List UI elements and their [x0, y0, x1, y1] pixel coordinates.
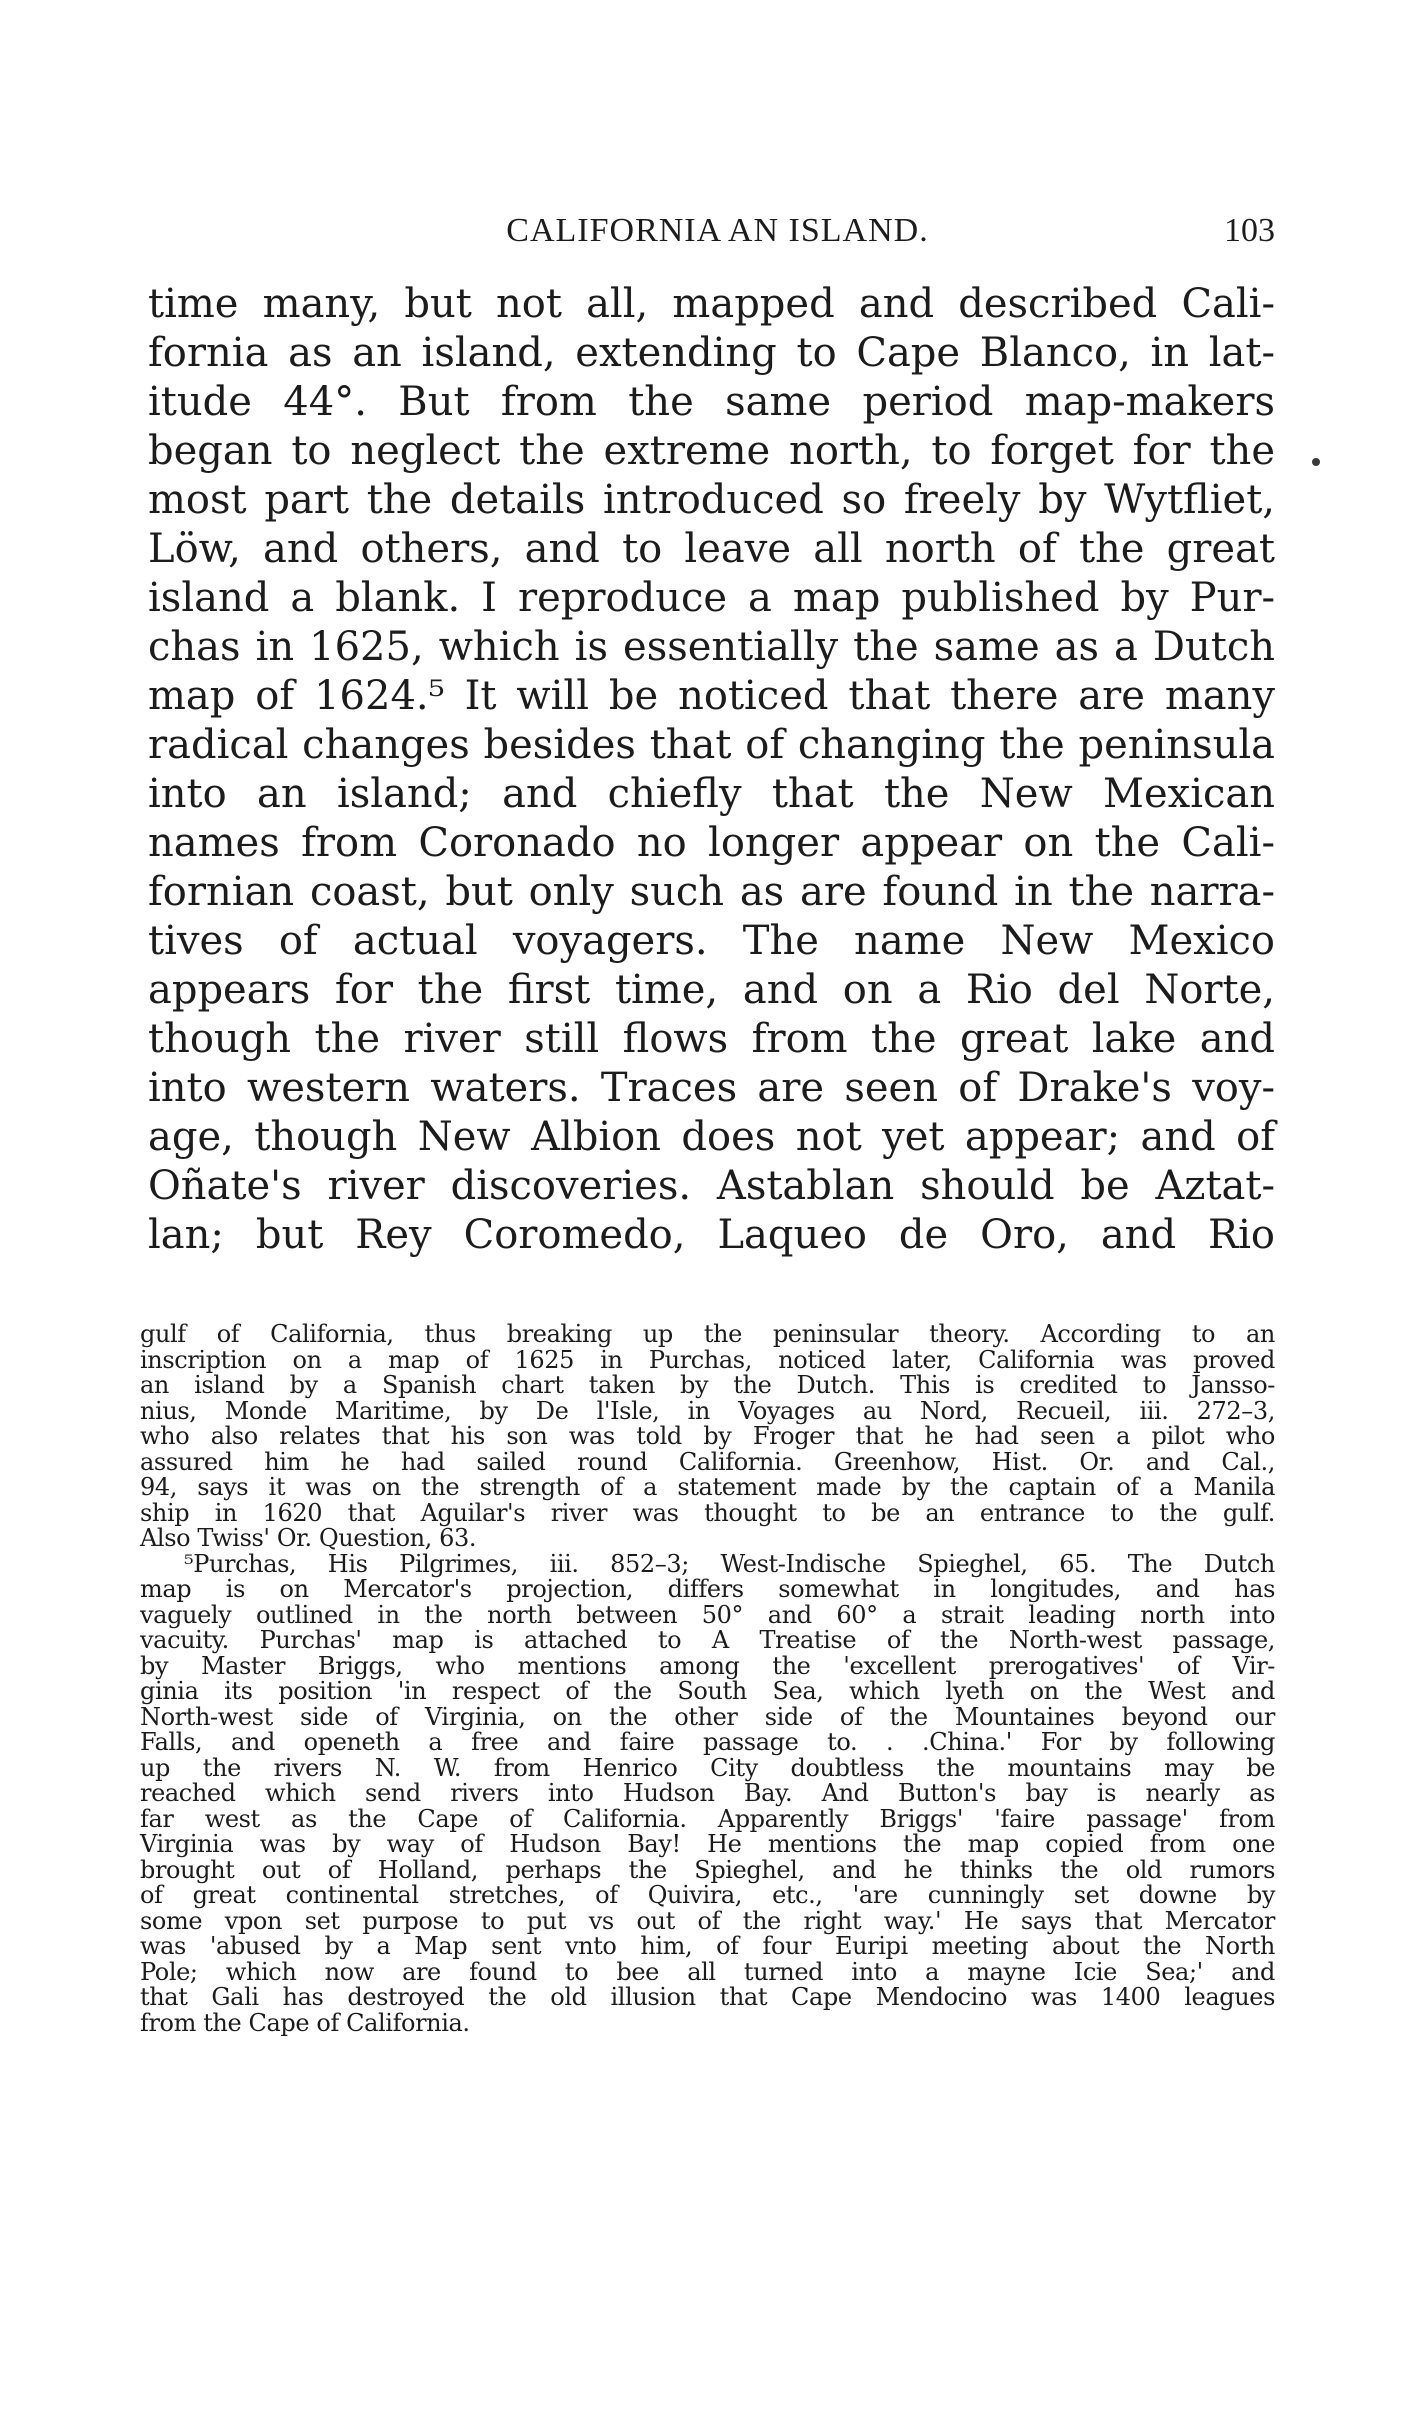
- footnote-line: some vpon set purpose to put vs out of the right way.' He says that Mercator: [140, 1906, 1275, 1935]
- footnotes: [140, 1322, 1275, 2036]
- footnote-line: who also relates that his son was told by Froger that he had seen a pilot who: [140, 1422, 1275, 1450]
- text-line: names from Coronado no longer appear on the Cali-: [148, 820, 1275, 866]
- text-line: fornia as an island, extending to Cape Blanco, in lat-: [148, 330, 1275, 376]
- text-line: Oñate's river discoveries. Astablan should be Aztat-: [148, 1163, 1275, 1209]
- main-text: [148, 280, 1275, 1260]
- text-line: though the river still flows from the great lake and: [148, 1016, 1275, 1062]
- footnote-line: ship in 1620 that Aguilar's river was thought to be an entrance to the gulf.: [140, 1498, 1275, 1527]
- text-line: chas in 1625, which is essentially the same as a Dutch: [148, 624, 1275, 670]
- footnote-line: far west as the Cape of California. Apparently Briggs' 'faire passage' from: [140, 1804, 1275, 1833]
- footnote-line: assured him he had sailed round California. Greenhow, Hist. Or. and Cal.,: [140, 1447, 1275, 1476]
- text-line: age, though New Albion does not yet appear; and of: [148, 1114, 1275, 1160]
- footnote-line: that Gali has destroyed the old illusion that Cape Mendocino was 1400 leagues: [140, 1983, 1275, 2011]
- text-line: island a blank. I reproduce a map published by Pur-: [148, 575, 1275, 621]
- footnote-line: vacuity. Purchas' map is attached to A Treatise of the North-west passage,: [140, 1626, 1275, 1654]
- footnote-line: inscription on a map of 1625 in Purchas, noticed later, California was proved: [140, 1345, 1275, 1374]
- footnote-line: map is on Mercator's projection, differs somewhat in longitudes, and has: [140, 1575, 1275, 1603]
- text-line: radical changes besides that of changing the peninsula: [148, 722, 1275, 768]
- text-line: into western waters. Traces are seen of Drake's voy-: [148, 1065, 1275, 1111]
- footnote-line: was 'abused by a Map sent vnto him, of four Euripi meeting about the North: [140, 1932, 1275, 1960]
- footnote-line: from the Cape of California.: [140, 2008, 470, 2037]
- text-line: time many, but not all, mapped and described Cali-: [148, 281, 1275, 327]
- footnote-line: Falls, and openeth a free and faire passage to. . .China.' For by following: [140, 1728, 1275, 1756]
- footnote-line: Pole; which now are found to bee all turned into a mayne Icie Sea;' and: [140, 1957, 1275, 1986]
- footnote-line: an island by a Spanish chart taken by the Dutch. This is credited to Jansso-: [140, 1371, 1275, 1399]
- footnote-line: brought out of Holland, perhaps the Spieghel, and he thinks the old rumors: [140, 1855, 1275, 1884]
- text-line: appears for the first time, and on a Rio del Norte,: [148, 967, 1275, 1013]
- footnote-line: gulf of California, thus breaking up the peninsular theory. According to an: [140, 1320, 1275, 1348]
- footnote-line: North-west side of Virginia, on the other side of the Mountaines beyond our: [140, 1702, 1275, 1731]
- footnote-line: vaguely outlined in the north between 50° and 60° a strait leading north into: [140, 1600, 1275, 1629]
- text-line: Löw, and others, and to leave all north of the great: [148, 526, 1275, 572]
- text-line: map of 1624.⁵ It will be noticed that there are many: [148, 673, 1275, 719]
- footnote-line: ginia its position 'in respect of the South Sea, which lyeth on the West and: [140, 1677, 1275, 1705]
- running-head: [160, 206, 1275, 256]
- text-line: began to neglect the extreme north, to forget for the: [148, 428, 1275, 474]
- footnote-line: up the rivers N. W. from Henrico City doubtless the mountains may be: [140, 1753, 1275, 1782]
- footnote-line: reached which send rivers into Hudson Bay. And Button's bay is nearly as: [140, 1779, 1275, 1807]
- text-line: tives of actual voyagers. The name New Mexico: [148, 918, 1275, 964]
- running-title: CALIFORNIA AN ISLAND.: [506, 212, 929, 249]
- footnote-line: by Master Briggs, who mentions among the 'excellent prerogatives' of Vir-: [140, 1651, 1275, 1680]
- text-line: fornian coast, but only such as are found in the narra-: [148, 869, 1275, 915]
- footnote-line: of great continental stretches, of Quivira, etc., 'are cunningly set downe by: [140, 1881, 1275, 1909]
- text-line: itude 44°. But from the same period map-makers: [148, 379, 1275, 425]
- footnote-line: 94, says it was on the strength of a statement made by the captain of a Manila: [140, 1473, 1275, 1501]
- margin-dot: [1312, 458, 1320, 466]
- text-line: into an island; and chiefly that the New Mexican: [148, 771, 1275, 817]
- page-number: 103: [1224, 212, 1275, 249]
- footnote-line: ⁵Purchas, His Pilgrimes, iii. 852–3; West-Indische Spieghel, 65. The Dutch: [184, 1549, 1275, 1578]
- footnote-line: nius, Monde Maritime, by De l'Isle, in Voyages au Nord, Recueil, iii. 272–3,: [140, 1396, 1275, 1425]
- footnote-line: Virginia was by way of Hudson Bay! He mentions the map copied from one: [140, 1830, 1275, 1858]
- text-line: most part the details introduced so freely by Wytfliet,: [148, 477, 1275, 523]
- text-line: lan; but Rey Coromedo, Laqueo de Oro, and Rio: [148, 1212, 1275, 1258]
- footnote-line: Also Twiss' Or. Question, 63.: [140, 1524, 477, 1552]
